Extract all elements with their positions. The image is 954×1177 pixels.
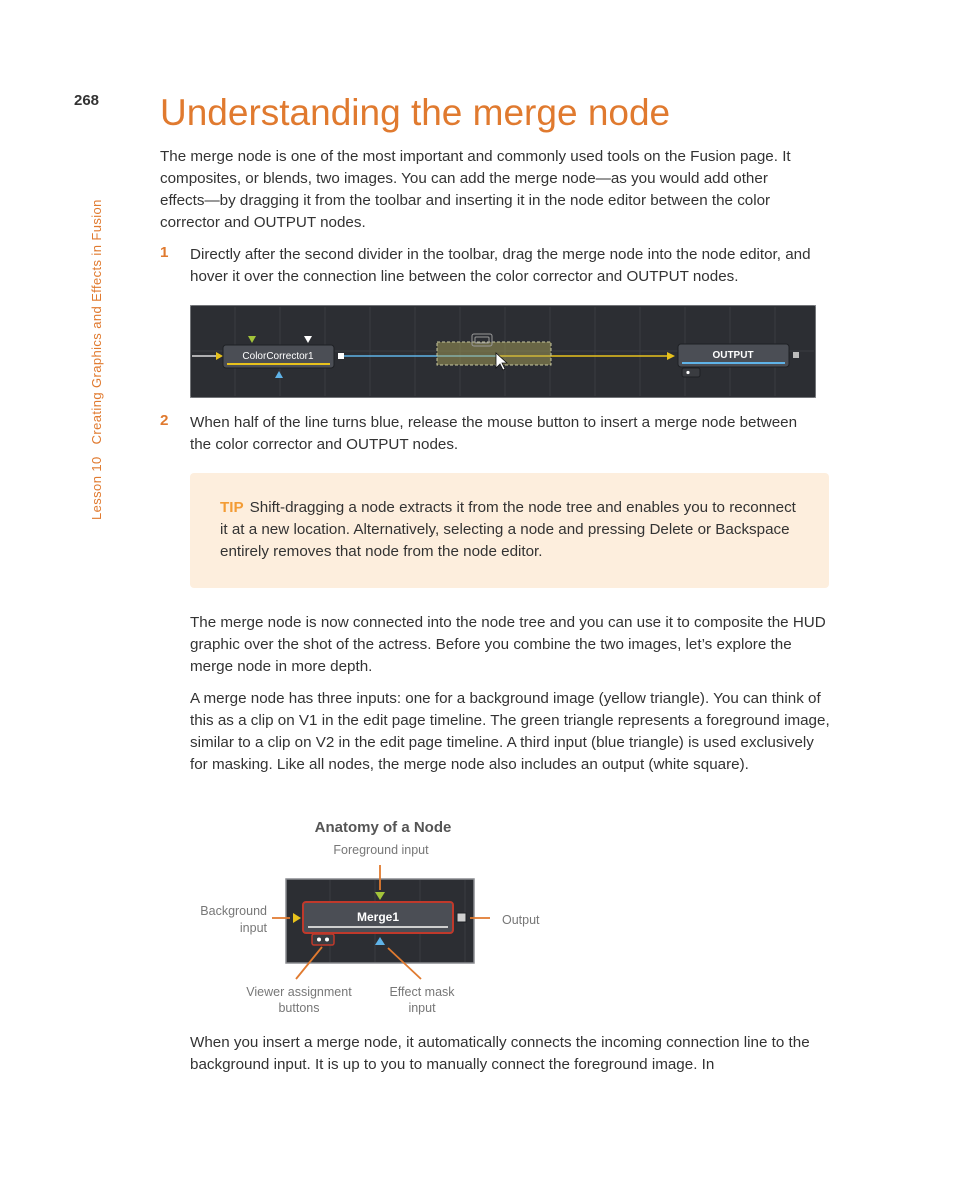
output-node-bar xyxy=(682,362,785,364)
label-foreground-input: Foreground input xyxy=(333,843,429,857)
colorcorrector-node-label: ColorCorrector1 xyxy=(242,351,314,362)
paragraph-merge-inputs: A merge node has three inputs: one for a background image (yellow triangle). You can think of this as a clip on V1 in the edit page timeline. The green triangle represents a foreground image, similar to a clip on V2 in the edit page timeline. A third input (blue triangle) is used exclusively for masking. Like all nodes, the merge node also includes an output (white square). xyxy=(190,690,830,773)
label-viewer-line1: Viewer assignment xyxy=(246,985,352,999)
viewer-buttons[interactable] xyxy=(682,368,700,377)
anatomy-figure xyxy=(180,812,580,1027)
merge-node-label: Merge1 xyxy=(356,910,400,924)
label-background-line2: input xyxy=(239,921,267,935)
side-chapter-label xyxy=(89,199,104,520)
label-mask-line2: input xyxy=(408,1001,436,1015)
label-viewer-line2: buttons xyxy=(278,1001,320,1015)
anatomy-output-square[interactable] xyxy=(457,913,466,922)
anatomy-viewer-button-2-icon xyxy=(325,938,329,942)
tip-text-block xyxy=(220,497,805,563)
node-editor-figure xyxy=(190,305,816,398)
dragged-merge-node-ghost[interactable] xyxy=(437,342,551,365)
label-output: Output xyxy=(502,913,540,927)
output-node-label: OUTPUT xyxy=(712,350,754,361)
tip-box xyxy=(190,473,829,588)
anatomy-figure-title: Anatomy of a Node xyxy=(314,819,452,836)
label-background-line1: Background xyxy=(200,904,267,918)
viewer-button-2-icon xyxy=(692,371,695,374)
page-title: Understanding the merge node xyxy=(160,92,671,133)
step-1-number: 1 xyxy=(160,244,169,261)
side-label-chapter: Creating Graphics and Effects in Fusion xyxy=(89,199,104,445)
tip-label: TIP xyxy=(220,499,244,516)
output-node-output-square[interactable] xyxy=(793,352,799,358)
step-2-text: When half of the line turns blue, release the mouse button to insert a merge node between the color corrector and OUTPUT nodes. xyxy=(190,414,798,453)
page-number: 268 xyxy=(74,92,100,109)
colorcorrector-node-bar xyxy=(227,363,330,365)
tip-text: Shift-dragging a node extracts it from the node tree and enables you to reconnect it at a new location. Alternatively, selecting a node and pressing Delete or Backspace entirely removes that node from the node editor. xyxy=(220,499,796,560)
colorcorrector-output-square[interactable] xyxy=(338,353,344,359)
intro-paragraph: The merge node is one of the most important and commonly used tools on the Fusion page. It composites, or blends, two images. You can add the merge node—as you would add other effects—by dragging it from the toolbar and inserting it in the node editor between the color corrector and OUTPUT nodes. xyxy=(160,148,791,231)
viewer-button-1-icon xyxy=(686,371,689,374)
anatomy-viewer-button-1-icon xyxy=(317,938,321,942)
merge-node-bar xyxy=(308,926,448,928)
paragraph-insert-merge: When you insert a merge node, it automatically connects the incoming connection line to the background input. It is up to you to manually connect the foreground image. In xyxy=(190,1034,810,1073)
label-mask-line1: Effect mask xyxy=(389,985,455,999)
anatomy-viewer-buttons[interactable] xyxy=(312,934,334,945)
side-label-lesson: Lesson 10 xyxy=(89,456,104,520)
step-1-text: Directly after the second divider in the toolbar, drag the merge node into the node editor, and hover it over the connection line between the color corrector and OUTPUT nodes. xyxy=(190,246,811,285)
paragraph-merge-connected: The merge node is now connected into the node tree and you can use it to composite the HUD graphic over the shot of the actress. Before you combine the two images, let’s explore the merge node in more depth. xyxy=(190,614,826,675)
step-2-number: 2 xyxy=(160,412,169,429)
